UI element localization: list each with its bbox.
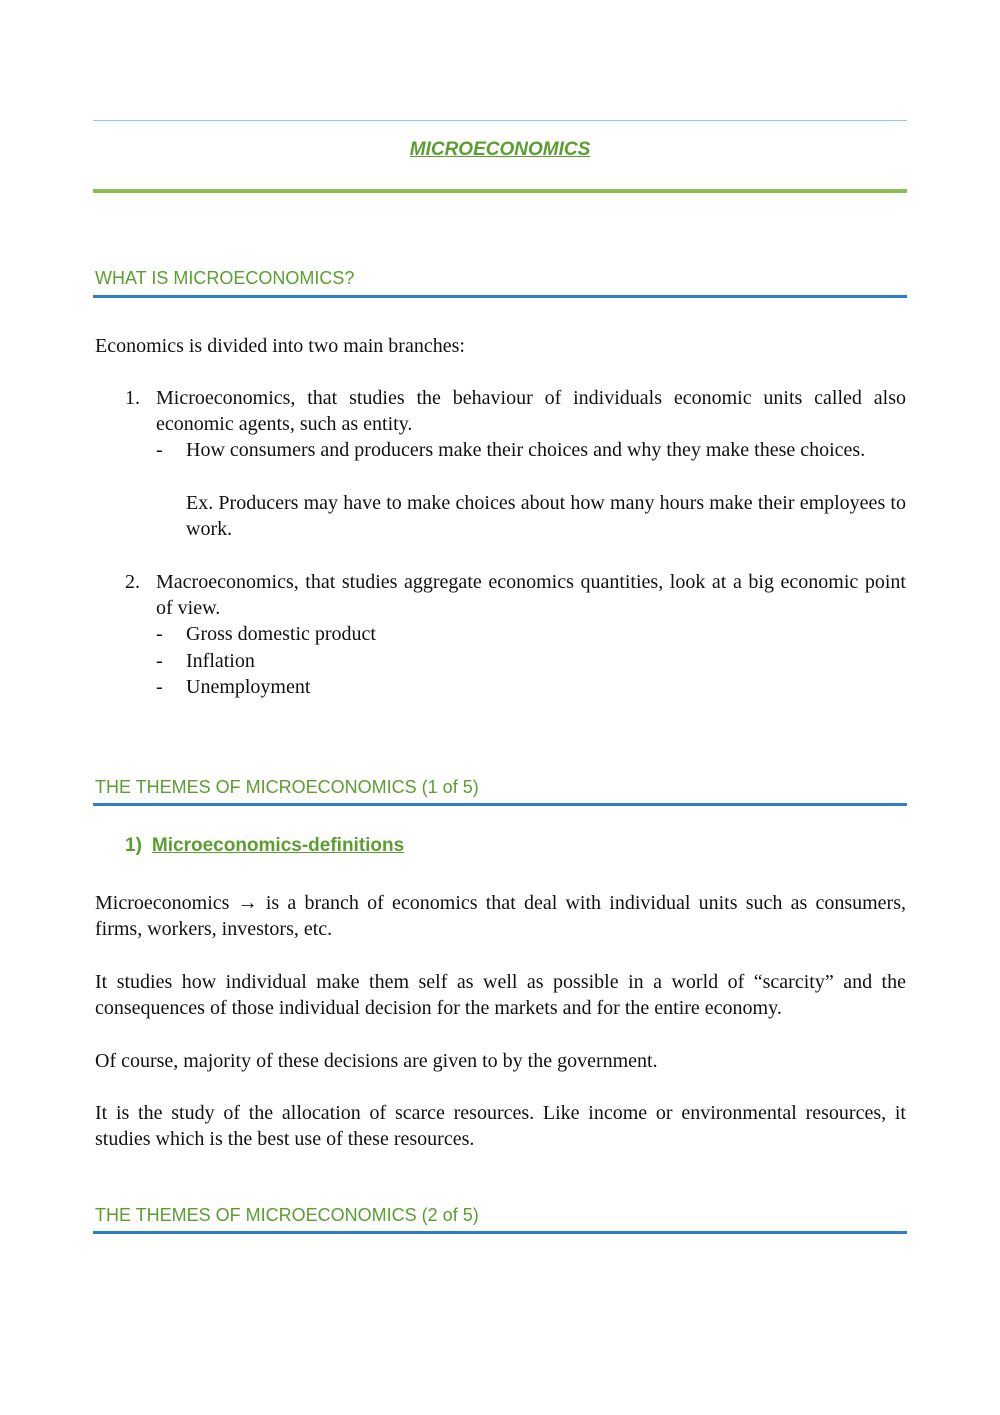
bullet-marker: - [156,650,163,672]
paragraph-government: Of course, majority of these decisions are given to by the government. [95,1050,658,1072]
bullet-gdp: Gross domestic product [186,623,376,645]
section-rule [93,803,907,806]
bullet-unemployment: Unemployment [186,676,311,698]
list-item-microeconomics: Microeconomics, that studies the behaviour of individuals economic units called also economic agents, such as entity. [156,387,906,436]
bullet-marker: - [156,676,163,698]
document-title: MICROECONOMICS [409,139,591,160]
section-rule [93,1231,907,1234]
paragraph-scarcity: It studies how individual make them self as well as possible in a world of “scarcity” and the consequences of those individual decision for the markets and for the entire economy. [95,971,906,1020]
section-heading-what-is: WHAT IS MICROECONOMICS? [95,268,355,288]
list-item-macroeconomics: Macroeconomics, that studies aggregate economics quantities, look at a big economic point of view. [156,571,906,620]
subheading-text: Microeconomics-definitions [151,835,405,856]
intro-paragraph: Economics is divided into two main branches: [95,335,465,357]
bullet-marker: - [156,623,163,645]
subheading-number: 1) [125,835,142,856]
bullet-marker: - [156,439,163,461]
section-heading-themes-1: THE THEMES OF MICROECONOMICS (1 of 5) [95,777,479,797]
bullet-inflation: Inflation [186,650,255,672]
example-paragraph: Ex. Producers may have to make choices about how many hours make their employees to work. [186,492,906,541]
paragraph-allocation: It is the study of the allocation of scarce resources. Like income or environmental resources, it studies which is the best use of these resources. [95,1102,906,1151]
section-rule [93,295,907,298]
paragraph-definition: Microeconomics → is a branch of economics that deal with individual units such as consumers, firms, workers, investors, etc. [95,892,906,941]
section-heading-themes-2: THE THEMES OF MICROECONOMICS (2 of 5) [95,1205,479,1225]
list-number-2: 2. [125,571,140,593]
list-number-1: 1. [125,387,140,409]
subheading [125,835,404,857]
title-rule [93,189,907,193]
top-rule [93,120,907,121]
bullet-consumers-producers: How consumers and producers make their choices and why they make these choices. [186,439,866,461]
